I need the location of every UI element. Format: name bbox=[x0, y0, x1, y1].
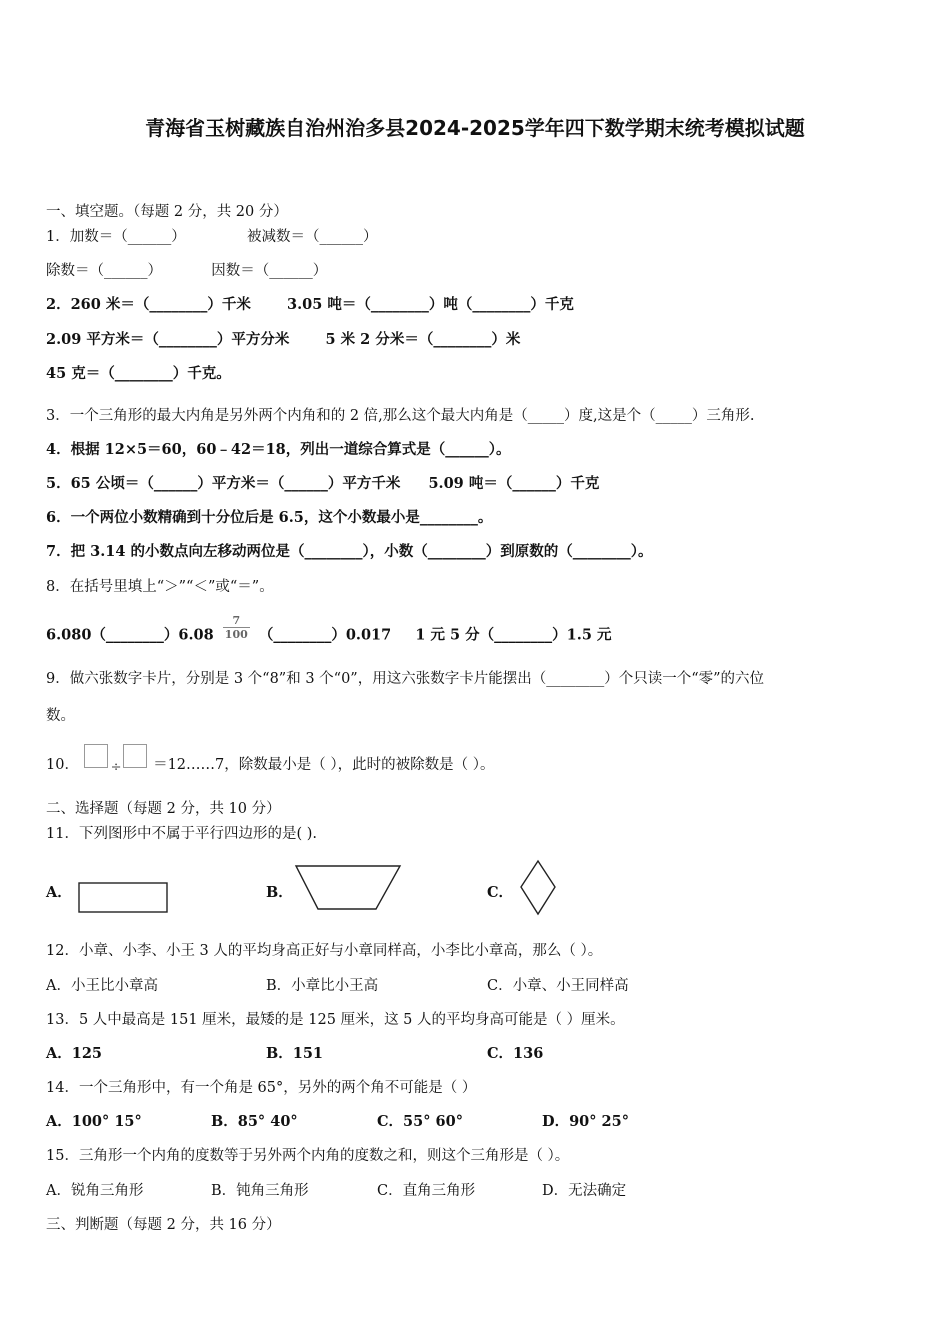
q13-option-a: A．125 bbox=[46, 1045, 103, 1062]
q12-option-a: A．小王比小章高 bbox=[46, 978, 158, 994]
question-1-line-2 bbox=[46, 261, 327, 281]
q10-dividend-box bbox=[84, 744, 108, 768]
question-12: 12．小章、小李、小王 3 人的平均身高正好与小章同样高，小李比小章高，那么（ ）。 bbox=[46, 943, 603, 959]
question-3: 3．一个三角形的最大内角是另外两个内角和的 2 倍,那么这个最大内角是（_____）度,这是个（_____）三角形. bbox=[46, 408, 755, 424]
question-9-line-1: 9．做六张数字卡片，分别是 3 个“8”和 3 个“0”，用这六张数字卡片能摆出（________）个只读一个“零”的六位 bbox=[46, 671, 765, 687]
q15-option-a: A．锐角三角形 bbox=[46, 1183, 144, 1199]
q2-meters-decimeters: 5 米 2 分米＝（________）米 bbox=[325, 331, 521, 348]
section-judge-heading: 三、判断题（每题 2 分，共 16 分） bbox=[46, 1217, 281, 1233]
q8-compare-c: 1 元 5 分（________）1.5 元 bbox=[415, 626, 612, 644]
question-13: 13．5 人中最高是 151 厘米，最矮的是 125 厘米，这 5 人的平均身高可能是（ ）厘米。 bbox=[46, 1012, 625, 1028]
question-2-line-1 bbox=[46, 295, 574, 315]
q14-option-a: A．100° 15° bbox=[46, 1113, 142, 1130]
q11-option-b-label: B． bbox=[266, 884, 293, 901]
question-4: 4．根据 12×5＝60，60﹣42＝18，列出一道综合算式是（______）。 bbox=[46, 441, 511, 458]
q1-factor: 因数＝（______） bbox=[211, 263, 328, 279]
q5-hectares: 5．65 公顷＝（______）平方米＝（______）平方千米 bbox=[46, 475, 401, 492]
question-7: 7．把 3.14 的小数点向左移动两位是（________），小数（________）到原数的（________）。 bbox=[46, 543, 653, 560]
q2-meters: 2．260 米＝（________）千米 bbox=[46, 296, 251, 313]
q1-addend: 1．加数＝（______） bbox=[46, 229, 186, 245]
q14-option-d: D．90° 25° bbox=[542, 1113, 629, 1130]
q10-number: 10． bbox=[46, 757, 79, 773]
q8-fraction bbox=[223, 614, 250, 641]
q5-tons: 5.09 吨＝（______）千克 bbox=[428, 475, 600, 492]
q11-option-c-label: C． bbox=[487, 884, 514, 901]
q12-option-c: C．小章、小王同样高 bbox=[487, 978, 629, 994]
q1-minuend: 被减数＝（______） bbox=[246, 229, 378, 245]
question-1-line-1 bbox=[46, 227, 377, 247]
section-fill-blank-heading: 一、填空题。（每题 2 分，共 20 分） bbox=[46, 204, 288, 220]
q2-tons: 3.05 吨＝（________）吨（________）千克 bbox=[287, 296, 574, 313]
q15-option-b: B．钝角三角形 bbox=[211, 1183, 309, 1199]
q11-option-a-rectangle bbox=[78, 882, 170, 914]
q13-option-b: B．151 bbox=[266, 1045, 324, 1062]
q11-option-c-rhombus bbox=[518, 859, 558, 917]
question-2-line-2 bbox=[46, 330, 520, 350]
q11-option-a-label: A． bbox=[46, 884, 72, 901]
question-5 bbox=[46, 474, 599, 494]
q12-option-b: B．小章比小王高 bbox=[266, 978, 379, 994]
question-9-line-2: 数。 bbox=[46, 708, 75, 724]
q15-option-c: C．直角三角形 bbox=[377, 1183, 476, 1199]
question-2-line-3: 45 克＝（________）千克。 bbox=[46, 365, 231, 382]
q14-option-c: C．55° 60° bbox=[377, 1113, 463, 1130]
q8-fraction-denominator: 100 bbox=[224, 628, 248, 641]
q10-rest: ＝12……7，除数最小是（ ），此时的被除数是（ ）。 bbox=[153, 757, 495, 773]
question-8-comparisons bbox=[46, 614, 612, 649]
q8-compare-b: （________）0.017 bbox=[258, 626, 392, 644]
q8-fraction-numerator: 7 bbox=[223, 614, 250, 628]
q2-square-meters: 2.09 平方米＝（________）平方分米 bbox=[46, 331, 290, 348]
question-10 bbox=[46, 752, 494, 776]
question-8-instruction: 8．在括号里填上“＞”“＜”或“＝”。 bbox=[46, 579, 274, 595]
question-14: 14．一个三角形中，有一个角是 65°，另外的两个角不可能是（ ） bbox=[46, 1080, 477, 1096]
q13-option-c: C．136 bbox=[487, 1045, 544, 1062]
section-choice-heading: 二、选择题（每题 2 分，共 10 分） bbox=[46, 801, 281, 817]
q1-divisor: 除数＝（______） bbox=[46, 263, 162, 279]
question-15: 15．三角形一个内角的度数等于另外两个内角的度数之和，则这个三角形是（ ）。 bbox=[46, 1148, 570, 1164]
q11-option-b-trapezoid bbox=[294, 864, 404, 912]
page-title: 青海省玉树藏族自治州治多县2024-2025学年四下数学期末统考模拟试题 bbox=[145, 116, 805, 140]
question-11: 11．下列图形中不属于平行四边形的是( ). bbox=[46, 826, 317, 842]
q8-compare-a: 6.080（________）6.08 bbox=[46, 626, 214, 644]
question-6: 6．一个两位小数精确到十分位后是 6.5，这个小数最小是________。 bbox=[46, 509, 493, 526]
q15-option-d: D．无法确定 bbox=[542, 1183, 627, 1199]
q10-divisor-box bbox=[123, 744, 147, 768]
q10-divide-sign: ÷ bbox=[110, 760, 122, 775]
q14-option-b: B．85° 40° bbox=[211, 1113, 298, 1130]
